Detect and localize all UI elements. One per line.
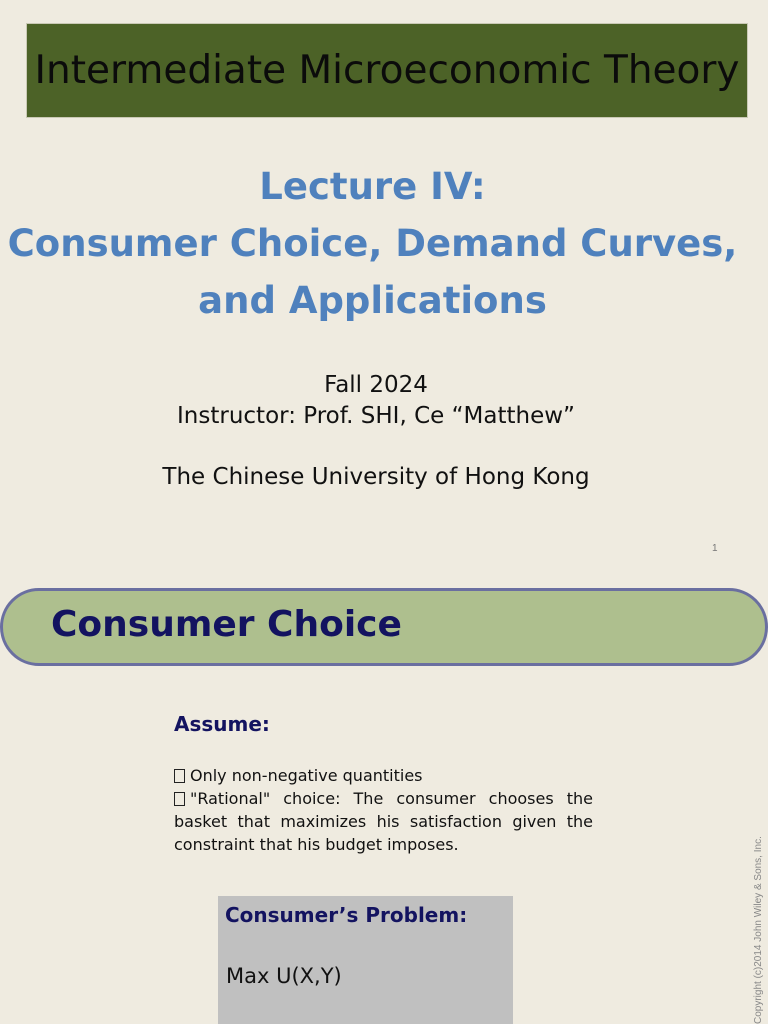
copyright-notice: Copyright (c)2014 John Wiley & Sons, Inc. (753, 836, 764, 1024)
lecture-meta (0, 370, 752, 493)
missing-glyph-box-icon (174, 769, 185, 783)
lecture-title (0, 158, 745, 329)
lecture-title-line: Lecture IV: (259, 165, 486, 208)
page-number: 1 (712, 543, 718, 554)
missing-glyph-box-icon (174, 792, 185, 806)
course-banner (26, 23, 748, 118)
assume-heading: Assume: (174, 712, 270, 736)
consumer-choice-slide (0, 576, 768, 1024)
university-label: The Chinese University of Hong Kong (162, 464, 590, 490)
bullet-continuation: constraint that his budget imposes. (174, 835, 459, 854)
section-title: Consumer Choice (51, 604, 402, 645)
course-title: Intermediate Microeconomic Theory (34, 48, 740, 93)
instructor-label: Instructor: Prof. SHI, Ce “Matthew” (177, 403, 575, 429)
lecture-title-line: and Applications (198, 279, 547, 322)
assumption-list (174, 764, 593, 856)
section-header (0, 588, 768, 666)
term-label: Fall 2024 (324, 372, 428, 398)
list-item (174, 787, 593, 810)
bullet-continuation: basket that maximizes his satisfaction given the (174, 812, 593, 831)
lecture-title-line: Consumer Choice, Demand Curves, (7, 222, 738, 265)
problem-box (218, 896, 513, 1024)
list-item (174, 764, 593, 787)
bullet-text: "Rational" choice: The consumer chooses the (190, 789, 593, 808)
problem-heading: Consumer’s Problem: (225, 903, 468, 927)
bullet-text: Only non-negative quantities (190, 766, 423, 785)
problem-objective: Max U(X,Y) (226, 964, 342, 988)
